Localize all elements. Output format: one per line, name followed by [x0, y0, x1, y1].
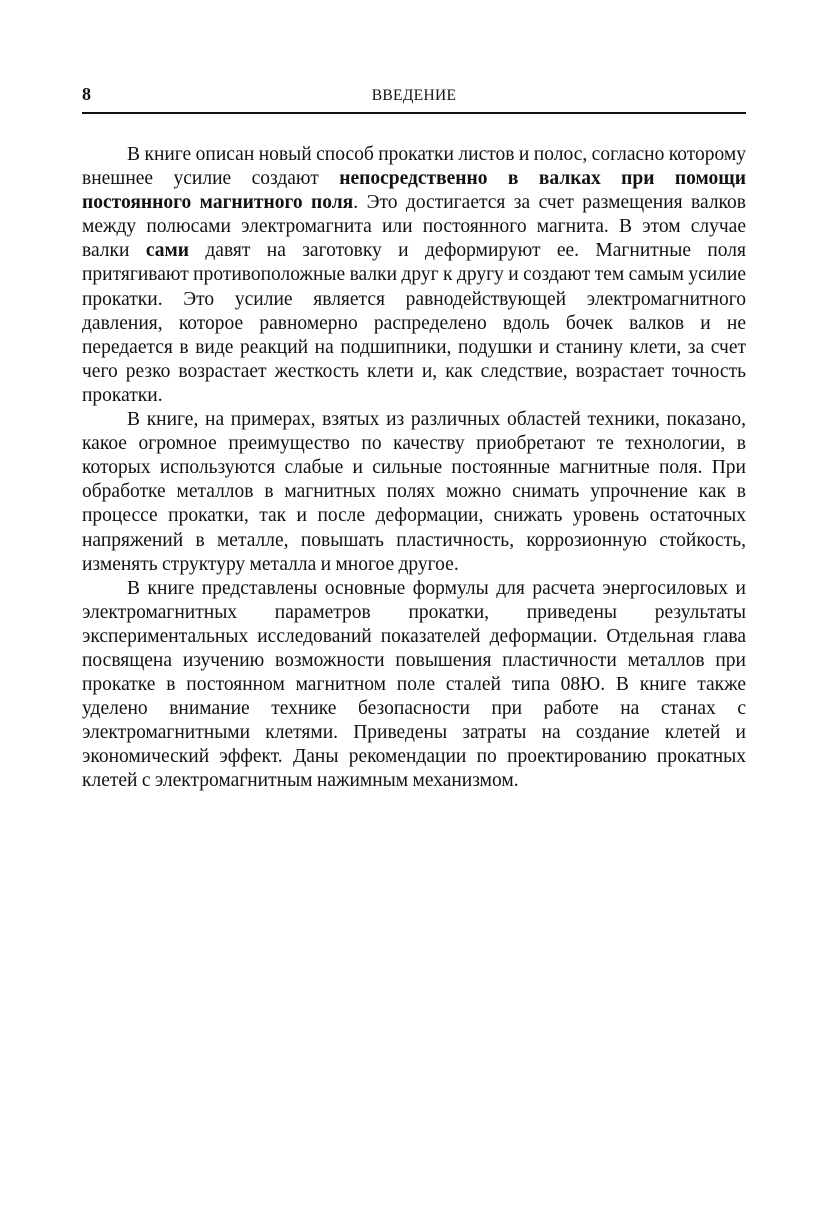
page-header [82, 0, 746, 116]
paragraph-1-bold-phrase: непосредственно в валках при помощи постоянного магнитного поля [82, 168, 746, 214]
book-page [82, 0, 747, 792]
paragraph-1-text-c: давят на заготовку и деформируют ее. Магнитные поля притягивают противоположные валки друг к другу и создают тем самым усилие прокатки. Это усилие является равнодействующей электромагнитного давления, которое равномерно распределено вдоль бочек валков и не передается в виде реакций на подшипники, подушки и станину клети, за счет чего резко возрастает жесткость клети и, как следствие, возрастает точность прокатки. [82, 240, 746, 406]
paragraph-3: В книге представлены основные формулы для расчета энергосиловых и электромагнитных параметров прокатки, приведены результаты экспериментальных исследований показателей деформации. Отдельная глава посвящена изучению возможности повышения пластичности металлов при прокатке в постоянном магнитном поле сталей типа 08Ю. В книге также уделено внимание технике безопасности при работе на станах с электромагнитными клетями. Приведены затраты на создание клетей и экономический эффект. Даны рекомендации по проектированию прокатных клетей с электромагнитным нажимным механизмом. [82, 577, 746, 792]
paragraph-2: В книге, на примерах, взятых из различных областей техники, показано, какое огромное преимущество по качеству приобретают те технологии, в которых используются слабые и сильные постоянные магнитные поля. При обработке металлов в магнитных полях можно снимать упрочнение как в процессе прокатки, так и после деформации, снижать уровень остаточных напряжений в металле, повышать пластичность, коррозионную стойкость, изменять структуру металла и многое другое. [82, 409, 746, 575]
paragraph-1-text-a: В книге описан новый способ прокатки листов и полос, согласно которому внешнее усилие создают [82, 144, 746, 190]
paragraph-1 [82, 143, 746, 408]
header-rule [82, 112, 746, 114]
paragraph-1-text-b: . Это достигается за счет размещения валков между полюсами электромагнита или постоянного магнита. В этом случае валки [82, 192, 747, 262]
body-text [82, 143, 746, 794]
running-title: ВВЕДЕНИЕ [371, 87, 457, 104]
paragraph-1-bold-word: сами [145, 240, 189, 262]
page-number: 8 [82, 84, 91, 104]
